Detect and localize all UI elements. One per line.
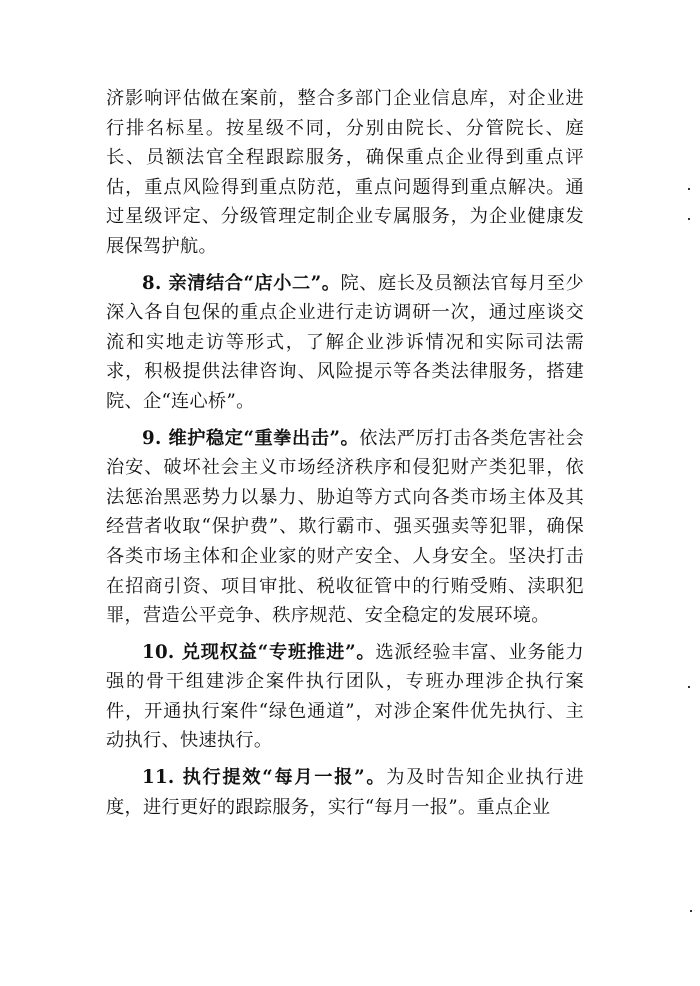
scan-speck <box>688 686 690 688</box>
paragraph-body: 依法严厉打击各类危害社会治安、破坏社会主义市场经济秩序和侵犯财产类犯罪，依法惩治黑恶势力以暴力、胁迫等方式向各类市场主体及其经营者收取“保护费”、欺行霸市、强买强卖等犯罪，确保各类市场主体和企业家的财产安全、人身安全。坚决打击在招商引资、项目审批、税收征管中的行贿受贿、渎职犯罪，营造公平竞争、秩序规范、安全稳定的发展环境。 <box>106 427 584 627</box>
scan-speck <box>688 188 690 190</box>
paragraph-item-11 <box>106 763 584 822</box>
paragraph-item-8 <box>106 269 584 417</box>
paragraph-continuation <box>106 84 584 262</box>
item-heading: 10. 兑现权益“专班推进”。 <box>142 641 376 663</box>
item-heading: 9. 维护稳定“重拳出击”。 <box>142 427 360 449</box>
paragraph-item-9 <box>106 424 584 631</box>
paragraph-body: 济影响评估做在案前，整合多部门企业信息库，对企业进行排名标星。按星级不同，分别由院长、分管院长、庭长、员额法官全程跟踪服务，确保重点企业得到重点评估，重点风险得到重点防范，重点问题得到重点解决。通过星级评定、分级管理定制企业专属服务，为企业健康发展保驾护航。 <box>106 88 584 257</box>
paragraph-item-10 <box>106 638 584 756</box>
item-heading: 11. 执行提效“每月一报”。 <box>142 767 387 789</box>
document-body <box>106 84 584 822</box>
item-heading: 8. 亲清结合“店小二”。 <box>142 272 341 294</box>
scan-speck <box>690 910 692 912</box>
scan-speck <box>688 218 690 220</box>
paragraph-body: 院、庭长及员额法官每月至少深入各自包保的重点企业进行走访调研一次，通过座谈交流和实地走访等形式，了解企业涉诉情况和实际司法需求，积极提供法律咨询、风险提示等各类法律服务，搭建院、企“连心桥”。 <box>106 272 584 412</box>
paragraph-body: 选派经验丰富、业务能力强的骨干组建涉企案件执行团队，专班办理涉企执行案件，开通执行案件“绿色通道”，对涉企案件优先执行、主动执行、快速执行。 <box>106 641 584 752</box>
paragraph-body: 为及时告知企业执行进度，进行更好的跟踪服务，实行“每月一报”。重点企业 <box>106 767 584 818</box>
